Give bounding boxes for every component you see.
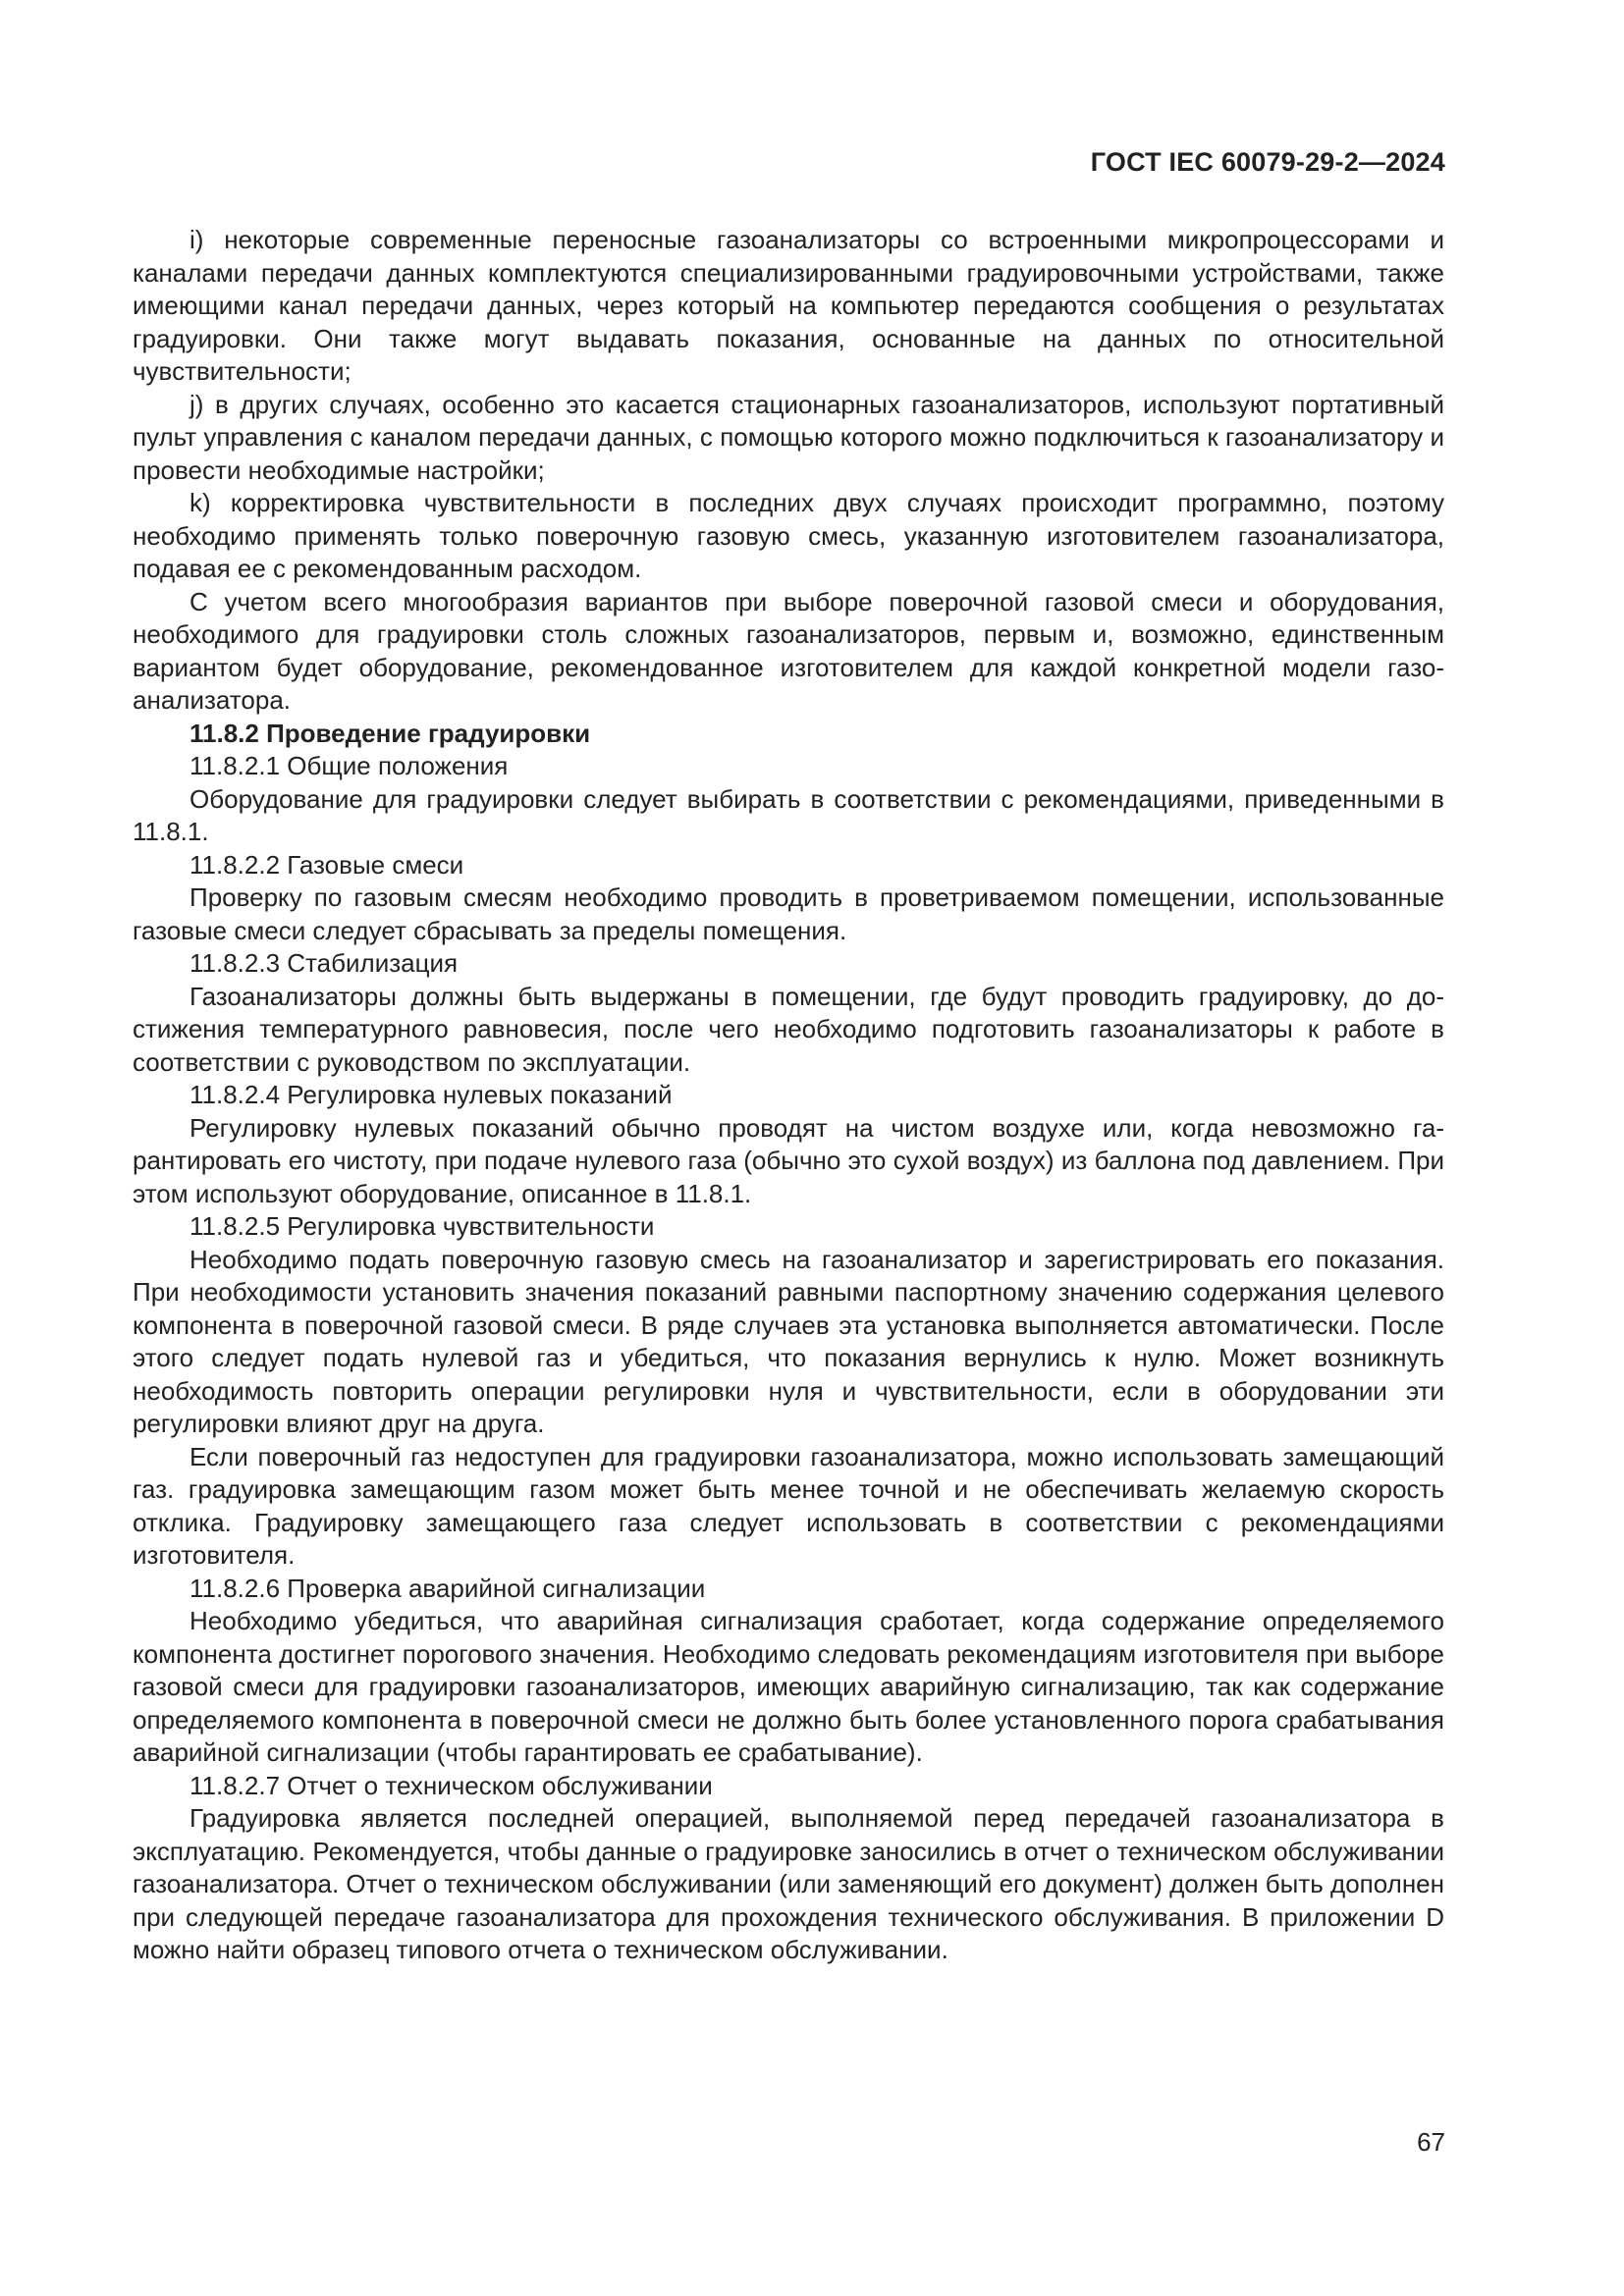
subsection-heading-11-8-2-6: 11.8.2.6 Проверка аварийной сигнализации [189,1573,706,1603]
paragraph-i: i) некоторые современные переносные газоанализаторы со встроенными микропроцессорами и каналами передачи данных комплектуются специализированными градуировочными устройствами, также имеющими канал передачи данных, через который на компьютер передаются сообщения о результатах градуировки. Они также могут выдавать показания, основанные на данных по относительной чувствительности; [133,225,1444,386]
paragraph-11-8-2-1: Оборудование для градуировки следует выбирать в соответствии с рекомендациями, приведенными в 11.8.1. [133,783,1444,846]
paragraph-11-8-2-2: Проверку по газовым смесям необходимо проводить в проветриваемом помещении, использованные газовые смеси следует сбрасывать за пределы помещения. [133,882,1444,945]
subsection-heading-11-8-2-3: 11.8.2.3 Стабилизация [189,948,459,978]
paragraph-j: j) в других случаях, особенно это касается стационарных газоанализаторов, используют портативный пульт управления с каналом передачи данных, с помощью которого можно подключиться к газоанализатору и провести необходимые настройки; [133,389,1444,485]
subsection-heading-11-8-2-4: 11.8.2.4 Регулировка нулевых показаний [189,1080,673,1109]
paragraph-11-8-2-5-b: Если поверочный газ недоступен для градуировки газоанализатора, можно использовать замещающий газ. градуировка замещающим газом может быть менее точной и не обеспечивать желаемую скорость отклика. Градуировку замещающего газа следует использовать в соответствии с рекомендациями изготовителя. [133,1441,1444,1570]
paragraph-11-8-2-6: Необходимо убедиться, что аварийная сигнализация сработает, когда содержание определяемого компонента достигнет порогового значения. Необходимо следовать рекомендациям изготовителя при выборе газовой смеси для градуировки газоанализаторов, имеющих аварийную сигнализацию, так как содержание определяемого компонента в поверочной смеси не должно быть более установленного порога срабатывания аварийной сигнализации (чтобы гарантировать ее срабатывание). [133,1606,1444,1767]
subsection-heading-11-8-2-2: 11.8.2.2 Газовые смеси [189,849,464,880]
section-heading-11-8-2: 11.8.2 Проведение градуировки [189,718,591,748]
subsection-heading-11-8-2-1: 11.8.2.1 Общие положения [189,751,509,780]
paragraph-k: k) корректировка чувствительности в последних двух случаях происходит программно, поэтому необходимо применять только поверочную газовую смесь, указанную изготовителем газоанализатора, подавая ее с рекомендованным расходом. [133,488,1444,583]
page-content [133,224,1444,1967]
paragraph-11-8-2-7: Градуировка является последней операцией, выполняемой перед передачей газоанализатора в эксплуатацию. Рекомендуется, чтобы данные о градуировке заносились в отчет о техническом обслуживании газоанализатора. Отчет о техническом обслуживании (или заменяющий его документ) должен быть дополнен при следующей передаче газоанализатора для прохождения технического обслуживания. В приложении D можно найти образец типового отчета о техническом обслуживании. [133,1803,1444,1964]
paragraph-variety: С учетом всего многообразия вариантов при выборе поверочной газовой смеси и оборудования, необходимого для градуировки столь сложных газоанализаторов, первым и, возможно, единственным вариантом будет оборудование, рекомендованное изготовителем для каждой конкретной модели газоанализатора. [133,586,1444,715]
subsection-heading-11-8-2-7: 11.8.2.7 Отчет о техническом обслуживании [189,1770,713,1800]
subsection-heading-11-8-2-5: 11.8.2.5 Регулировка чувствительности [189,1211,655,1241]
document-standard-number: ГОСТ IEC 60079-29-2—2024 [1090,147,1445,177]
paragraph-11-8-2-4: Регулировку нулевых показаний обычно проводят на чистом воздухе или, когда невозможно гарантировать его чистоту, при подаче нулевого газа (обычно это сухой воздух) из баллона под давлением. При этом используют оборудование, описанное в 11.8.1. [133,1112,1444,1208]
page-number: 67 [1417,2127,1445,2157]
paragraph-11-8-2-5-a: Необходимо подать поверочную газовую смесь на газоанализатор и зарегистрировать его показания. При необходимости установить значения показаний равными паспортному значению содержания целевого компонента в поверочной газовой смеси. В ряде случаев эта установка выполняется автоматически. После этого следует подать нулевой газ и убедиться, что показания вернулись к нулю. Может возникнуть необходимость повторить операции регулировки нуля и чувствительности, если в оборудовании эти регулировки влияют друг на друга. [133,1244,1444,1438]
paragraph-11-8-2-3: Газоанализаторы должны быть выдержаны в помещении, где будут проводить градуировку, до достижения температурного равновесия, после чего необходимо подготовить газоанализаторы к работе в соответствии с руководством по эксплуатации. [133,981,1444,1077]
